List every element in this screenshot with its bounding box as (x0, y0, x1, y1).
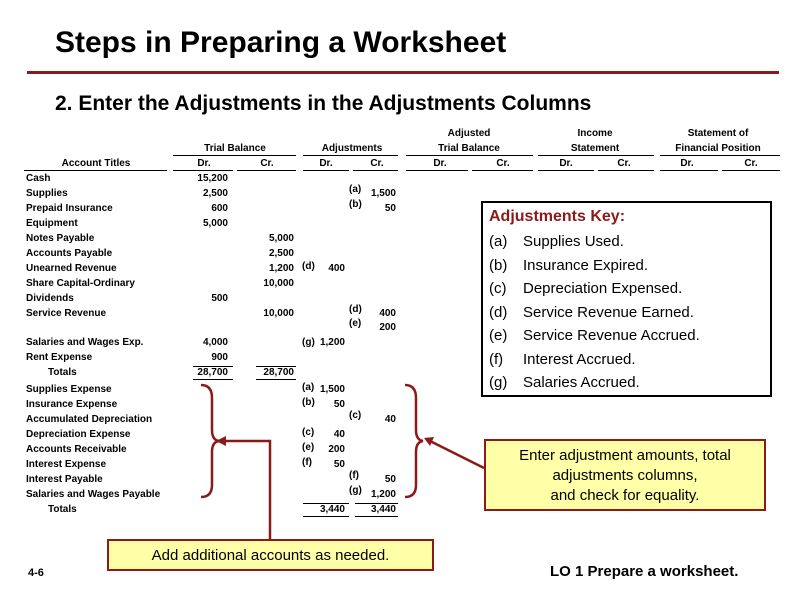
bottom-connector-arrowhead (216, 436, 226, 446)
key-text: Service Revenue Accrued. (523, 327, 700, 344)
adj-credit-amount: 1,500 (370, 188, 396, 199)
account-title: Unearned Revenue (26, 263, 117, 274)
key-letter: (d) (489, 303, 508, 321)
tb-credit-amount: 2,500 (268, 248, 294, 259)
adj-credit-amount: 3,440 (370, 504, 396, 515)
tb-credit-amount: 10,000 (263, 278, 294, 289)
header-trial-balance: Trial Balance (204, 143, 266, 154)
header-income-2: Statement (570, 143, 620, 154)
account-title: Share Capital-Ordinary (26, 278, 135, 289)
account-title: Cash (26, 173, 51, 184)
header-tb-cr: Cr. (260, 158, 274, 169)
header-tb-dr: Dr. (197, 158, 211, 169)
adj-credit-ref: (f) (349, 470, 359, 481)
bottom-connector-line (222, 441, 270, 539)
key-letter: (a) (489, 233, 508, 250)
adj-debit-amount: 1,200 (319, 337, 345, 348)
right-connector-line (430, 441, 484, 468)
callout-text: Add additional accounts as needed. (151, 547, 390, 564)
account-title: Salaries and Wages Exp. (26, 337, 144, 348)
account-title: Salaries and Wages Payable (26, 489, 161, 500)
adj-credit-ref: (b) (349, 199, 362, 210)
header-adj-dr: Dr. (319, 158, 333, 169)
adj-credit-amount: 400 (379, 308, 396, 319)
adj-debit-amount: 200 (328, 444, 345, 455)
page-title: Steps in Preparing a Worksheet (55, 26, 507, 59)
header-sofp-1: Statement of (687, 128, 749, 139)
key-text: Supplies Used. (523, 233, 624, 250)
adj-credit-ref: (g) (349, 485, 362, 496)
header-adjustments: Adjustments (321, 143, 383, 154)
key-letter: (e) (489, 327, 508, 344)
adj-debit-ref: (a) (302, 382, 315, 393)
tb-debit-amount: 5,000 (202, 218, 228, 229)
account-title: Rent Expense (26, 352, 93, 363)
learning-objective: LO 1 Prepare a worksheet. (550, 563, 739, 580)
header-atb-cr: Cr. (496, 158, 510, 169)
header-is-cr: Cr. (617, 158, 631, 169)
adj-debit-amount: 40 (333, 429, 345, 440)
adj-debit-ref: (b) (302, 397, 315, 408)
adj-debit-ref: (g) (302, 337, 315, 348)
header-sofp-cr: Cr. (744, 158, 758, 169)
key-letter: (f) (489, 350, 504, 368)
tb-credit-amount: 1,200 (268, 263, 294, 274)
account-title: Accounts Receivable (26, 444, 127, 455)
callout-line: and check for equality. (550, 487, 700, 504)
account-title: Interest Payable (26, 474, 103, 485)
tb-debit-amount: 500 (211, 293, 228, 304)
account-title: Depreciation Expense (26, 429, 131, 440)
adj-debit-amount: 1,500 (319, 384, 345, 395)
right-brace (405, 385, 423, 497)
adj-credit-amount: 40 (384, 414, 396, 425)
key-text: Service Revenue Earned. (523, 303, 694, 321)
adj-debit-ref: (d) (302, 261, 315, 272)
account-title: Supplies (26, 188, 68, 199)
account-title: Notes Payable (26, 233, 95, 244)
account-title: Interest Expense (26, 459, 107, 470)
adj-credit-ref: (d) (349, 304, 362, 315)
account-title: Prepaid Insurance (26, 203, 113, 214)
adj-credit-amount: 1,200 (370, 489, 396, 500)
adj-credit-amount: 200 (379, 322, 396, 333)
header-adj-cr: Cr. (370, 158, 384, 169)
tb-debit-amount: 15,200 (197, 173, 228, 184)
key-letter: (b) (489, 256, 508, 274)
header-account-titles: Account Titles (61, 158, 131, 169)
tb-debit-amount: 900 (211, 352, 228, 363)
adj-credit-amount: 50 (384, 203, 396, 214)
adj-credit-ref: (a) (349, 184, 362, 195)
tb-debit-amount: 4,000 (202, 337, 228, 348)
adj-debit-amount: 400 (328, 263, 345, 274)
header-adjusted-2: Trial Balance (438, 143, 500, 154)
account-title: Supplies Expense (26, 384, 112, 395)
adj-debit-ref: (e) (302, 442, 315, 453)
callout-line: adjustments columns, (552, 467, 698, 484)
key-text: Salaries Accrued. (523, 374, 640, 391)
header-adjusted-1: Adjusted (447, 128, 491, 139)
account-title: Service Revenue (26, 308, 107, 319)
key-text: Depreciation Expensed. (523, 280, 683, 297)
tb-debit-amount: 2,500 (202, 188, 228, 199)
header-sofp-dr: Dr. (680, 158, 694, 169)
adjustments-key-title: Adjustments Key: (489, 208, 626, 225)
account-title: Equipment (26, 218, 78, 229)
header-atb-dr: Dr. (433, 158, 447, 169)
adj-credit-amount: 50 (384, 474, 396, 485)
account-title: Insurance Expense (26, 399, 118, 410)
adj-credit-ref: (c) (349, 410, 362, 421)
tb-credit-amount: 10,000 (263, 308, 294, 319)
page-subtitle: 2. Enter the Adjustments in the Adjustments Columns (55, 92, 592, 115)
account-title: Accounts Payable (26, 248, 113, 259)
key-text: Insurance Expired. (523, 256, 649, 274)
tb-credit-amount: 5,000 (268, 233, 294, 244)
account-title: Dividends (26, 293, 74, 304)
tb-credit-amount: 28,700 (263, 367, 294, 378)
key-text: Interest Accrued. (523, 350, 636, 368)
callout-line: Enter adjustment amounts, total (519, 447, 731, 464)
tb-debit-amount: 600 (211, 203, 228, 214)
adj-debit-amount: 3,440 (319, 504, 345, 515)
adj-debit-ref: (f) (302, 457, 312, 468)
tb-debit-amount: 28,700 (197, 367, 228, 378)
key-letter: (g) (489, 374, 508, 391)
account-title: Totals (48, 504, 77, 515)
adj-debit-amount: 50 (333, 399, 345, 410)
adj-credit-ref: (e) (349, 318, 362, 329)
callout-enter-adjustments (484, 439, 766, 511)
page-number: 4-6 (28, 567, 44, 579)
callout-add-accounts (107, 539, 434, 571)
adj-debit-ref: (c) (302, 427, 315, 438)
header-sofp-2: Financial Position (675, 143, 761, 154)
key-letter: (c) (489, 280, 507, 297)
adj-debit-amount: 50 (333, 459, 345, 470)
account-title: Totals (48, 367, 77, 378)
header-is-dr: Dr. (559, 158, 573, 169)
account-title: Accumulated Depreciation (26, 414, 153, 425)
header-income-1: Income (577, 128, 613, 139)
